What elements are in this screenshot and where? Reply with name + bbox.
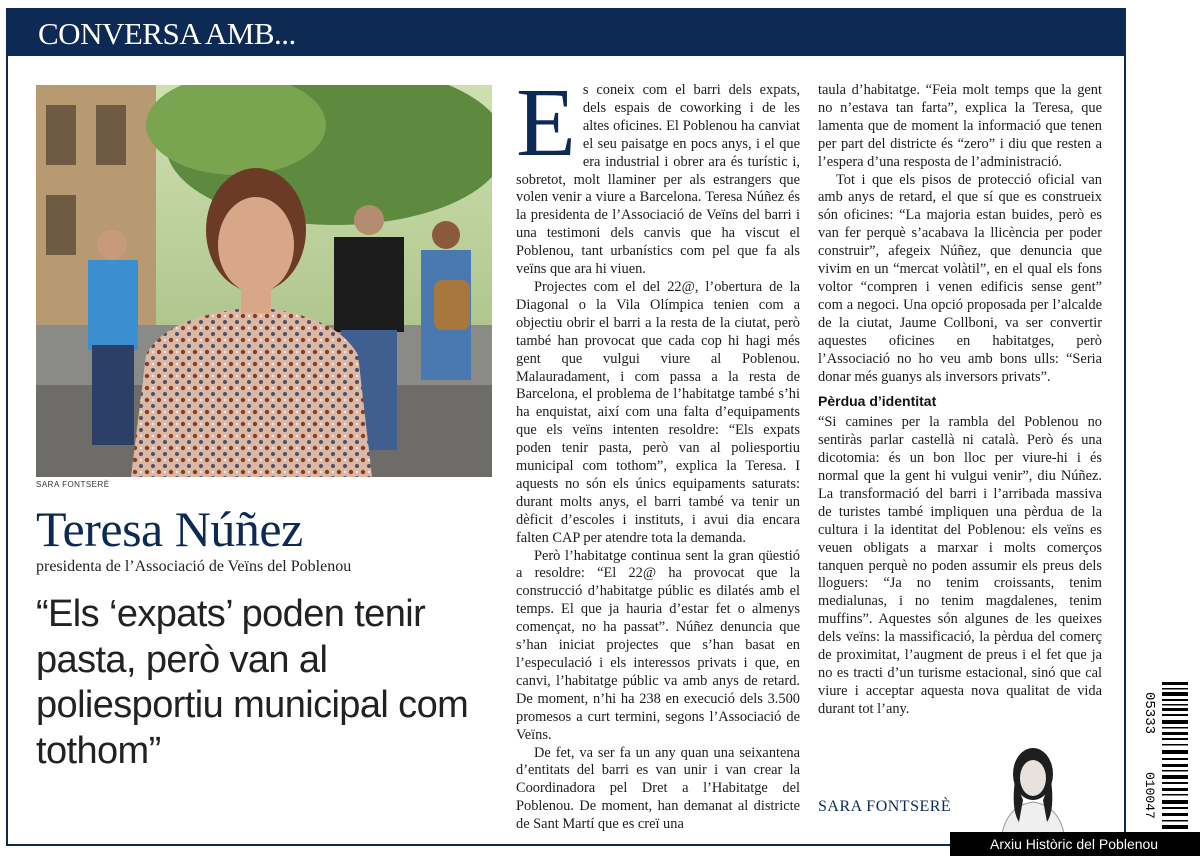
barcode-number-top: 05333 (1141, 692, 1157, 735)
paragraph: taula d’habitatge. “Feia molt temps que la gent no n’estava tan farta”, explica la Teresa, que lamenta que de moment la informació que tenen per part del districte és “zero” i diu que resten a l’espera d’una resposta de l’administració. (818, 82, 1102, 170)
author-byline: SARA FONTSERÈ (818, 798, 952, 815)
photo-credit: SARA FONTSERÈ (36, 480, 110, 489)
section-subhead: Pèrdua d’identitat (818, 393, 937, 410)
section-banner (8, 10, 1124, 56)
paragraph: De fet, va ser fa un any quan una seixantena d’entitats del barri es van unir i van crear la Coordinadora pel Dret a l’Habitatge del Poblenou. De moment, han demanat al districte de Sant Martí que es creï una (516, 744, 800, 833)
interview-photo (36, 85, 492, 477)
barcode (1134, 680, 1190, 840)
author-sketch-icon (993, 740, 1073, 840)
paragraph: Tot i que els pisos de protecció oficial van amb anys de retard, el que sí que es construeix són oficines: “La majoria estan buides, però es van fer perquè s’acabava la llicència per poder construir”, afegeix Núñez, que denuncia que vivim en un “mercat volàtil”, en el qual els fons voltor “compren i venen edificis sense gent” com a negoci. Una opció proposada per l’alcalde de la ciutat, Jaume Collboni, va ser convertir aquestes oficines en habitatges, però l’Associació no ho veu amb bons ulls: “Seria donar més guanys als inversors privats”. (818, 171, 1102, 385)
interviewee-name: Teresa Núñez (36, 501, 303, 557)
paragraph: s coneix com el barri dels expats, dels espais de coworking i de les altes oficines. El Poblenou ha canviat el seu paisatge en pocs anys, i el que era industrial i obrer ara és turístic i, sobretot, molt llaminer per als estrangers que volen venir a viure a Barcelona. Teresa Núñez és la presidenta de l’Associació de Veïns del barri i una testimoni dels canvis que ha viscut el Poblenou, tant urbanístics com pel que fa als veïns que ara hi viuen. (516, 82, 800, 278)
paragraph: Però l’habitatge continua sent la gran qüestió a resoldre: “El 22@ ha provocat que la construcció d’habitatge públic es dilatés amb el temps. El que ja hauria d’estar fet o almenys començat, no ha passat”. Núñez denuncia que s’han iniciat projectes que s’han basat en l’especulació i els interessos privats i que, en canvi, l’habitatge públic va amb anys de retard. De moment, n’hi ha 238 en execució dels 3.500 promesos a curt termini, segons l’Associació de Veïns. (516, 547, 800, 743)
archive-watermark: Arxiu Històric del Poblenou (950, 832, 1200, 856)
headline-quote: “Els ‘expats’ poden tenir pasta, però van al poliesportiu municipal com tothom” (36, 593, 469, 772)
article-column-2 (818, 82, 1102, 719)
drop-cap: E (516, 69, 576, 177)
barcode-graphic (1134, 680, 1190, 840)
paragraph: “Si camines per la rambla del Poblenou no sentiràs parlar castellà ni català. Però és una dicotomia: és un bon lloc per viure-hi i és normal que la gent hi vulgui venir”, diu Núñez. La transformació del barri i l’arribada massiva de turistes també impliquen una pèrdua de la cultura i la identitat del Poblenou: els veïns es veuen obligats a marxar i molts comerços tanquen perquè no poden assumir els preus dels lloguers: “Ja no tenim croissants, tenim medialunas, i no tenim magdalenes, tenim muffins”. Aquestes són algunes de les queixes dels veïns: la massificació, la pèrdua del comerç de proximitat, l’augment de preus i el fet que ja no es tracti d’un turisme estacional, sinó que cal viure i acceptar aquesta nova qualitat de vida durant tot l’any. (818, 414, 1102, 717)
article-column-1 (516, 69, 800, 834)
street-scene-illustration (36, 85, 492, 477)
barcode-number-bottom: 010047 (1142, 772, 1157, 819)
section-title: CONVERSA AMB... (38, 16, 296, 51)
author-portrait (993, 740, 1073, 840)
interviewee-role: presidenta de l’Associació de Veïns del Poblenou (36, 558, 352, 575)
page-frame (6, 8, 1126, 846)
paragraph: Projectes com el del 22@, l’obertura de la Diagonal o la Vila Olímpica tenien com a objectiu obrir el barri a la resta de la ciutat, però també han provocat que cada cop hi hagi més gent que vulgui viure al Poblenou. Malauradament, i com passa a la resta de Barcelona, el problema de l’habitatge també s’hi ha enquistat, així com una falta d’equipaments que els veïns intenten resoldre: “Els expats poden tenir pasta, però van al poliesportiu municipal com tothom”, explica la Teresa. I aquests no són els únics equipaments saturats: durant molts anys, el barri també va tenir un dèficit d’escoles i instituts, i avui dia encara falten CAP per atendre tota la demanda. (516, 278, 800, 546)
